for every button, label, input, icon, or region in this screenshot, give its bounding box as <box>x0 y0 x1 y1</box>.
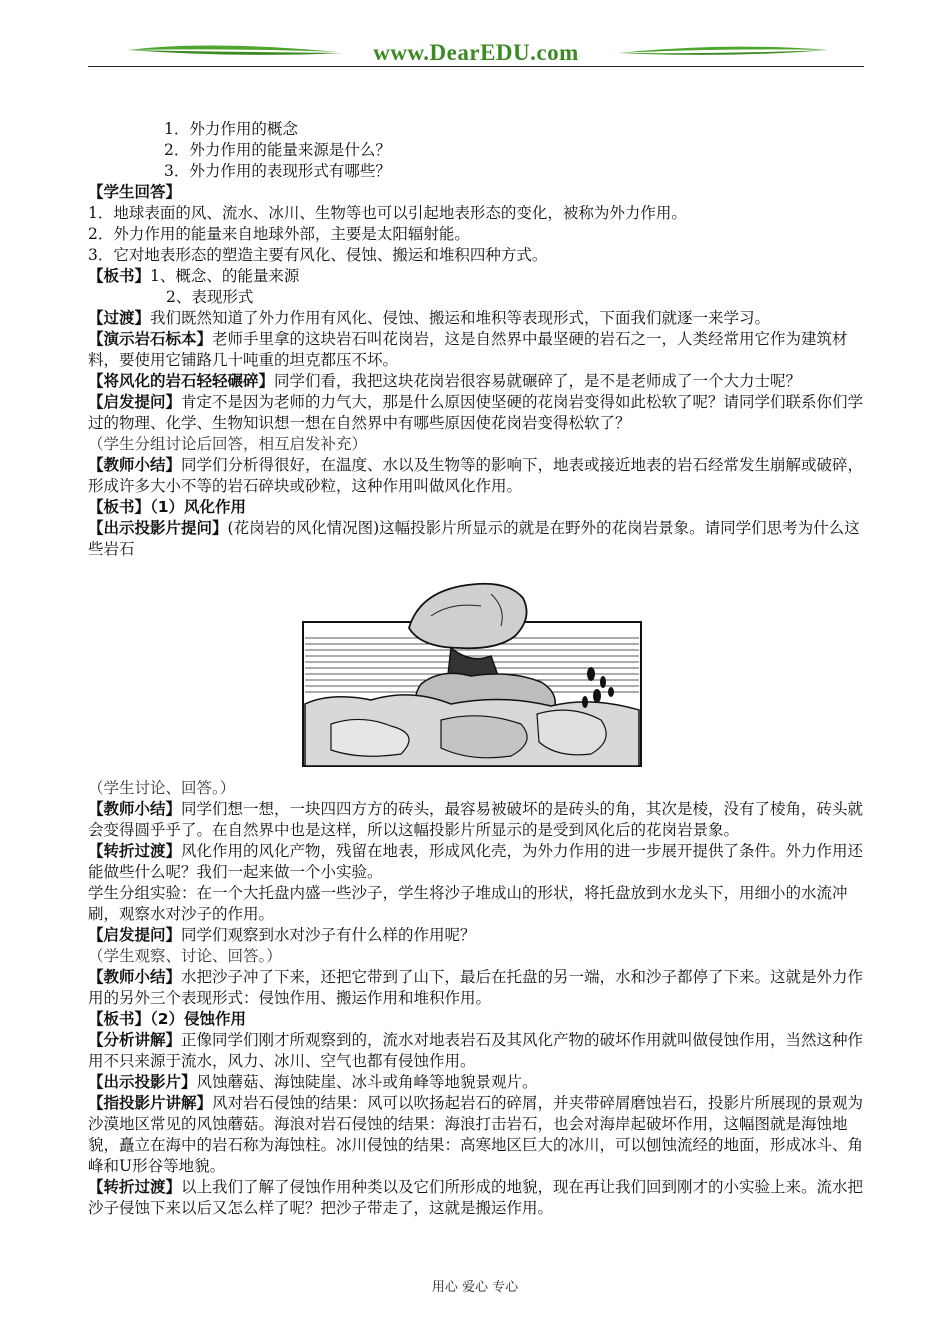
board-1 <box>88 266 864 287</box>
board-1-line-1: 1、概念、的能量来源 <box>150 267 300 285</box>
page-footer: 用心 爱心 专心 <box>431 1280 519 1295</box>
para-qifa-1 <box>88 392 864 434</box>
xiaojie-2-label: 【教师小结】 <box>88 800 182 818</box>
para-fenxi <box>88 1030 864 1072</box>
board-3 <box>88 1009 864 1030</box>
qifa-1-text: 肯定不是因为老师的力气大，那是什么原因使坚硬的花岗岩变得如此松软了呢？请同学们联系你们学过的物理、化学、生物知识想一想在自然界中有哪些原因使花岗岩变得松软了？ <box>88 393 864 432</box>
question-2: 2．外力作用的能量来源是什么？ <box>164 141 391 159</box>
zhijiang-text: 风对岩石侵蚀的结果：风可以吹扬起岩石的碎屑，并夹带碎屑磨蚀岩石，投影片所展现的景观为沙漠地区常见的风蚀蘑菇。海浪对岩石侵蚀的结果：海浪打击岩石，也会对海岸起破坏作用，这幅图就是海蚀地貌，矗立在海中的岩石称为海蚀柱。冰川侵蚀的结果：高寒地区巨大的冰川，可以刨蚀流经的地面，形成冰斗、角峰和U形谷等地貌。 <box>88 1094 864 1175</box>
para-touying-1 <box>88 518 864 560</box>
zhuanzhe-1-label: 【转折过渡】 <box>88 842 182 860</box>
para-fenghua <box>88 371 864 392</box>
granite-weathering-illustration-icon <box>301 564 645 768</box>
fenxi-label: 【分析讲解】 <box>88 1031 182 1049</box>
touying-1-text: (花岗岩的风化情况图)这幅投影片所显示的就是在野外的花岗岩景象。请同学们思考为什么这些岩石 <box>88 519 860 558</box>
qifa-2-label: 【启发提问】 <box>88 926 182 944</box>
xiaojie-2-text: 同学们想一想，一块四四方方的砖头，最容易被破坏的是砖头的角，其次是棱，没有了棱角，砖头就会变得圆乎乎了。在自然界中也是这样，所以这幅投影片所显示的是受到风化后的花岗岩景象。 <box>88 800 864 839</box>
para-yanshi <box>88 329 864 371</box>
guodu-text: 我们既然知道了外力作用有风化、侵蚀、搬运和堆积等表现形式，下面我们就逐一来学习。 <box>150 309 771 327</box>
para-zhuanzhe-2 <box>88 1177 864 1219</box>
touying-1-label: 【出示投影片提问】 <box>88 519 228 537</box>
answer-heading <box>88 182 864 203</box>
answer-item-1: 1．地球表面的风、流水、冰川、生物等也可以引起地表形态的变化，被称为外力作用。 <box>88 204 687 222</box>
para-zhuanzhe-1 <box>88 841 864 883</box>
experiment-text: 学生分组实验：在一个大托盘内盛一些沙子，学生将沙子堆成山的形状，将托盘放到水龙头下，用细小的水流冲刷，观察水对沙子的作用。 <box>88 884 848 923</box>
board-1-line-2: 2、表现形式 <box>166 288 254 306</box>
yanshi-text: 老师手里拿的这块岩石叫花岗岩，这是自然界中最坚硬的岩石之一，人类经常用它作为建筑材料，要使用它铺路几十吨重的坦克都压不坏。 <box>88 330 848 369</box>
guodu-label: 【过渡】 <box>88 309 151 327</box>
fenghua-text: 同学们看，我把这块花岗岩很容易就碾碎了，是不是老师成了一个大力士呢？ <box>274 372 802 390</box>
qifa-2-text: 同学们观察到水对沙子有什么样的作用呢？ <box>181 926 476 944</box>
xiaojie-3-label: 【教师小结】 <box>88 968 182 986</box>
xiaojie-1-text: 同学们分析得很好，在温度、水以及生物等的影响下，地表或接近地表的岩石经常发生崩解或破碎，形成许多大小不等的岩石碎块或砂粒，这种作用叫做风化作用。 <box>88 456 864 495</box>
board-1-label: 【板书】 <box>88 267 151 285</box>
board-2-text: （1）风化作用 <box>150 498 247 516</box>
touying-2-label: 【出示投影片】 <box>88 1073 197 1091</box>
header-rule <box>88 66 864 67</box>
xiaojie-3-text: 水把沙子冲了下来，还把它带到了山下，最后在托盘的另一端，水和沙子都停了下来。这就是外力作用的另外三个表现形式：侵蚀作用、搬运作用和堆积作用。 <box>88 968 864 1007</box>
question-3: 3．外力作用的表现形式有哪些？ <box>164 162 391 180</box>
board-3-text: （2）侵蚀作用 <box>150 1010 247 1028</box>
board-2-label: 【板书】 <box>88 498 151 516</box>
zhuanzhe-2-text: 以上我们了解了侵蚀作用种类以及它们所形成的地貌，现在再让我们回到刚才的小实验上来。流水把沙子侵蚀下来以后又怎么样了呢？把沙子带走了，这就是搬运作用。 <box>88 1178 864 1217</box>
note-2: （学生讨论、回答。） <box>88 779 236 797</box>
para-zhijiang <box>88 1093 864 1177</box>
para-xiaojie-3 <box>88 967 864 1009</box>
board-2 <box>88 497 864 518</box>
question-1: 1．外力作用的概念 <box>164 120 298 138</box>
para-guodu <box>88 308 864 329</box>
zhuanzhe-2-label: 【转折过渡】 <box>88 1178 182 1196</box>
granite-figure <box>88 564 864 772</box>
zhuanzhe-1-text: 风化作用的风化产物，残留在地表，形成风化壳，为外力作用的进一步展开提供了条件。外力作用还能做些什么呢？我们一起来做一个小实验。 <box>88 842 864 881</box>
para-xiaojie-2 <box>88 799 864 841</box>
qifa-1-label: 【启发提问】 <box>88 393 182 411</box>
yanshi-label: 【演示岩石标本】 <box>88 330 213 348</box>
touying-2-text: 风蚀蘑菇、海蚀陡崖、冰斗或角峰等地貌景观片。 <box>196 1073 538 1091</box>
zhijiang-label: 【指投影片讲解】 <box>88 1094 213 1112</box>
note-3: （学生观察、讨论、回答。） <box>88 947 282 965</box>
fenxi-text: 正像同学们刚才所观察到的，流水对地表岩石及其风化产物的破坏作用就叫做侵蚀作用，当然这种作用不只来源于流水，风力、冰川、空气也都有侵蚀作用。 <box>88 1031 864 1070</box>
xiaojie-1-label: 【教师小结】 <box>88 456 182 474</box>
answer-item-3: 3．它对地表形态的塑造主要有风化、侵蚀、搬运和堆积四种方式。 <box>88 246 548 264</box>
board-3-label: 【板书】 <box>88 1010 151 1028</box>
para-qifa-2 <box>88 925 864 946</box>
document-body <box>88 119 864 1219</box>
para-xiaojie-1 <box>88 455 864 497</box>
note-1: （学生分组讨论后回答，相互启发补充） <box>88 435 368 453</box>
fenghua-label: 【将风化的岩石轻轻碾碎】 <box>88 372 275 390</box>
site-url[interactable]: www.DearEDU.com <box>373 40 579 65</box>
para-touying-2 <box>88 1072 864 1093</box>
answer-label: 【学生回答】 <box>88 183 182 201</box>
answer-item-2: 2．外力作用的能量来自地球外部，主要是太阳辐射能。 <box>88 225 470 243</box>
